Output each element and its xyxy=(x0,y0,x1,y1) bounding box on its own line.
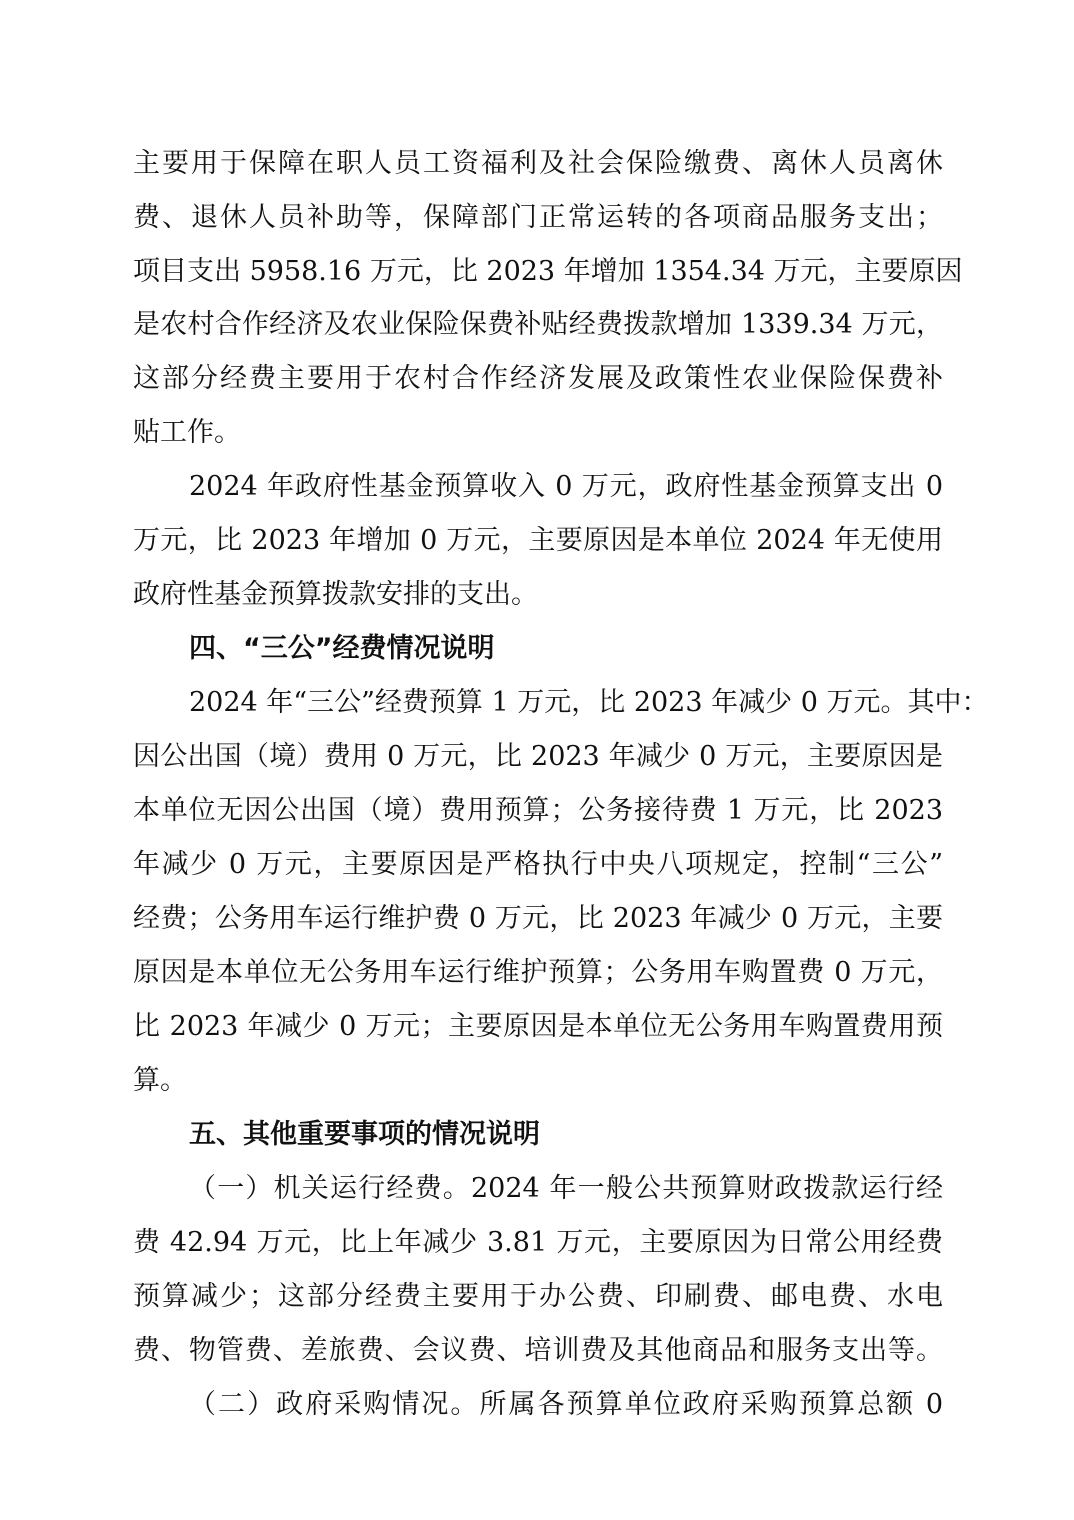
text-line: 这部分经费主要用于农村合作经济发展及政策性农业保险保费补 xyxy=(133,363,943,394)
text-line: 经费；公务用车运行维护费 0 万元，比 2023 年减少 0 万元，主要 xyxy=(133,903,943,934)
text-line: 因公出国（境）费用 0 万元，比 2023 年减少 0 万元，主要原因是 xyxy=(133,741,943,772)
text-line: 本单位无因公出国（境）费用预算；公务接待费 1 万元，比 2023 xyxy=(133,795,943,826)
paragraph-start: （二）政府采购情况。所属各预算单位政府采购预算总额 0 xyxy=(189,1389,943,1420)
text-line: 原因是本单位无公务用车运行维护预算；公务用车购置费 0 万元， xyxy=(133,957,943,988)
text-line: 主要用于保障在职人员工资福利及社会保险缴费、离休人员离休 xyxy=(133,148,943,179)
paragraph-start: （一）机关运行经费。2024 年一般公共预算财政拨款运行经 xyxy=(189,1173,943,1204)
text-line: 万元，比 2023 年增加 0 万元，主要原因是本单位 2024 年无使用 xyxy=(133,525,943,556)
text-line: 贴工作。 xyxy=(133,417,241,448)
text-line: 预算减少；这部分经费主要用于办公费、印刷费、邮电费、水电 xyxy=(133,1281,943,1312)
text-line: 费、退休人员补助等，保障部门正常运转的各项商品服务支出； xyxy=(133,202,943,233)
text-line: 费、物管费、差旅费、会议费、培训费及其他商品和服务支出等。 xyxy=(133,1335,943,1366)
text-line: 比 2023 年减少 0 万元；主要原因是本单位无公务用车购置费用预 xyxy=(133,1011,943,1042)
text-line: 是农村合作经济及农业保险保费补贴经费拨款增加 1339.34 万元， xyxy=(133,309,943,340)
text-line: 政府性基金预算拨款安排的支出。 xyxy=(133,579,538,610)
text-line: 项目支出 5958.16 万元，比 2023 年增加 1354.34 万元，主要原因 xyxy=(133,256,963,287)
text-line: 费 42.94 万元，比上年减少 3.81 万元，主要原因为日常公用经费 xyxy=(133,1227,943,1258)
section-heading: 四、“三公”经费情况说明 xyxy=(189,633,495,664)
text-line: 算。 xyxy=(133,1065,187,1096)
paragraph-start: 2024 年政府性基金预算收入 0 万元，政府性基金预算支出 0 xyxy=(189,471,943,502)
paragraph-start: 2024 年“三公”经费预算 1 万元，比 2023 年减少 0 万元。其中： xyxy=(189,687,989,718)
section-heading: 五、其他重要事项的情况说明 xyxy=(189,1119,540,1150)
text-line: 年减少 0 万元，主要原因是严格执行中央八项规定，控制“三公” xyxy=(133,849,943,880)
